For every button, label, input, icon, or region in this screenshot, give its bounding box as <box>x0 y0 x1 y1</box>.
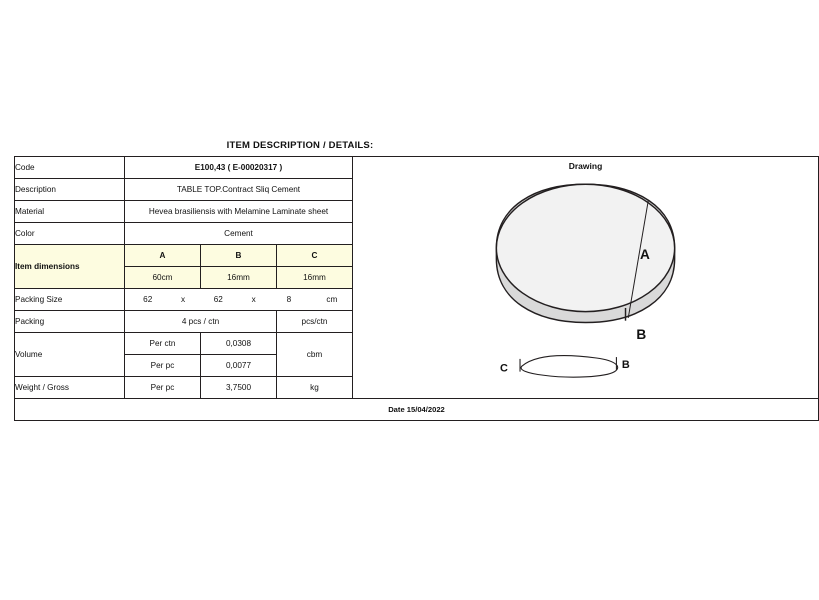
dimension-value-b: 16mm <box>201 267 277 289</box>
packing-size-unit: cm <box>326 295 338 304</box>
label-b: B <box>636 326 647 342</box>
table-row <box>15 157 819 179</box>
description-label: Description <box>15 179 125 201</box>
packing-size-length: 62 <box>143 295 153 304</box>
drawing-cell <box>353 157 819 399</box>
spec-table <box>14 156 819 421</box>
volume-label: Volume <box>15 333 125 377</box>
dimension-value-c: 16mm <box>277 267 353 289</box>
color-label: Color <box>15 223 125 245</box>
dimension-header-c: C <box>277 245 353 267</box>
dimension-header-b: B <box>201 245 277 267</box>
weight-label: Weight / Gross <box>15 377 125 399</box>
volume-per-ctn-value: 0,0308 <box>201 333 277 355</box>
packing-size-x1: x <box>180 295 186 304</box>
weight-unit: kg <box>277 377 353 399</box>
page-title: ITEM DESCRIPTION / DETAILS: <box>226 140 374 151</box>
drawing-header: Drawing <box>568 161 603 171</box>
material-label: Material <box>15 201 125 223</box>
volume-per-ctn-label: Per ctn <box>125 333 201 355</box>
packing-size-value <box>125 289 353 311</box>
date-line: Date 15/04/2022 <box>15 399 819 421</box>
side-profile <box>500 356 630 377</box>
packing-value: 4 pcs / ctn <box>125 311 277 333</box>
packing-size-x2: x <box>251 295 256 304</box>
weight-per-pc-value: 3,7500 <box>201 377 277 399</box>
label-b-side: B <box>621 358 630 371</box>
volume-per-pc-value: 0,0077 <box>201 355 277 377</box>
packing-size-label: Packing Size <box>15 289 125 311</box>
product-drawing <box>353 157 818 398</box>
weight-per-pc-label: Per pc <box>125 377 201 399</box>
spec-sheet <box>14 140 650 421</box>
volume-unit: cbm <box>277 333 353 377</box>
packing-size-height: 8 <box>286 295 292 304</box>
dimension-value-a: 60cm <box>125 267 201 289</box>
packing-unit: pcs/ctn <box>277 311 353 333</box>
packing-label: Packing <box>15 311 125 333</box>
color-value: Cement <box>125 223 353 245</box>
table-row <box>15 399 819 421</box>
code-value: E100,43 ( E-00020317 ) <box>125 157 353 179</box>
volume-per-pc-label: Per pc <box>125 355 201 377</box>
label-a: A <box>640 246 650 262</box>
code-label: Code <box>15 157 125 179</box>
label-c-side: C <box>500 362 508 375</box>
description-value: TABLE TOP.Contract Sliq Cement <box>125 179 353 201</box>
dimension-header-a: A <box>125 245 201 267</box>
item-dimensions-label: Item dimensions <box>15 245 125 289</box>
packing-size-width: 62 <box>213 295 223 304</box>
material-value: Hevea brasiliensis with Melamine Laminate sheet <box>125 201 353 223</box>
